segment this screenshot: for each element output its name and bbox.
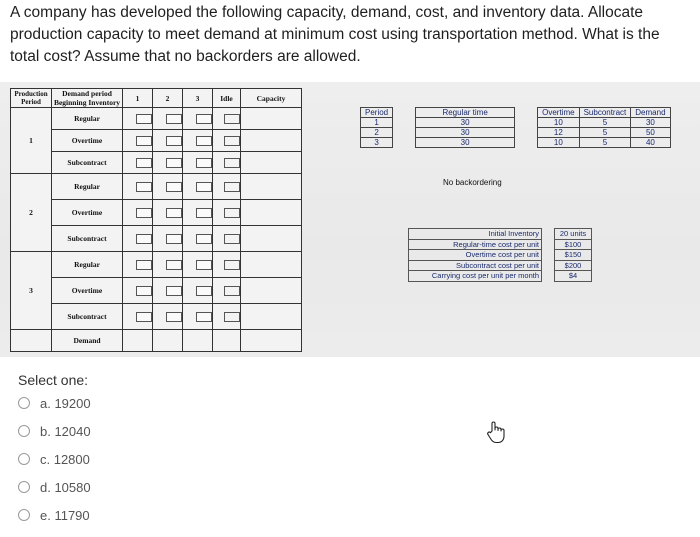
header-capacity: Capacity bbox=[241, 89, 302, 108]
table-cell bbox=[123, 226, 153, 252]
table-cell bbox=[241, 108, 302, 130]
radio-button[interactable] bbox=[18, 481, 30, 493]
table-cell bbox=[123, 278, 153, 304]
table-cell: 2 bbox=[361, 128, 393, 138]
table-cell bbox=[241, 252, 302, 278]
table-cell: 30 bbox=[416, 128, 515, 138]
table-cell: 1 bbox=[361, 118, 393, 128]
table-cell bbox=[183, 226, 213, 252]
table-cell bbox=[213, 278, 241, 304]
table-cell: 30 bbox=[416, 138, 515, 148]
table-cell bbox=[183, 108, 213, 130]
header-demand-period: Demand period bbox=[62, 89, 112, 98]
answer-option-d[interactable] bbox=[18, 476, 91, 498]
table-cell bbox=[123, 108, 153, 130]
cost-value: $4 bbox=[555, 271, 592, 282]
table-cell bbox=[213, 330, 241, 352]
table-cell bbox=[213, 226, 241, 252]
transportation-table bbox=[10, 88, 302, 352]
table-cell bbox=[153, 130, 183, 152]
table-cell: 12 bbox=[538, 128, 579, 138]
table-cell bbox=[213, 130, 241, 152]
table-cell bbox=[213, 108, 241, 130]
cost-value: $200 bbox=[555, 260, 592, 271]
demand-header: Demand bbox=[631, 108, 670, 118]
period-3-cell: 3 bbox=[11, 252, 52, 330]
table-cell bbox=[241, 226, 302, 252]
table-cell: 5 bbox=[579, 128, 631, 138]
table-cell bbox=[183, 174, 213, 200]
cost-table bbox=[408, 228, 592, 282]
source-overtime-3: Overtime bbox=[52, 278, 123, 304]
answer-option-label: b. 12040 bbox=[40, 423, 91, 439]
table-cell bbox=[153, 330, 183, 352]
table-cell bbox=[183, 252, 213, 278]
answer-option-label: c. 12800 bbox=[40, 451, 90, 467]
header-col-3: 3 bbox=[183, 89, 213, 108]
table-cell bbox=[153, 278, 183, 304]
cost-label: Subcontract cost per unit bbox=[409, 260, 542, 271]
table-cell bbox=[241, 278, 302, 304]
table-cell bbox=[213, 152, 241, 174]
source-regular-2: Regular bbox=[52, 174, 123, 200]
answer-option-label: a. 19200 bbox=[40, 395, 91, 411]
demand-label: Demand bbox=[52, 330, 123, 352]
table-cell: 10 bbox=[538, 138, 579, 148]
table-cell bbox=[183, 130, 213, 152]
question-text: A company has developed the following capacity, demand, cost, and inventory data. Allocate production capacity to meet demand at minimum cost using transportation method. What is the total cost? Assume that no backorders are allowed. bbox=[10, 4, 660, 65]
radio-button[interactable] bbox=[18, 397, 30, 409]
table-cell: 3 bbox=[361, 138, 393, 148]
table-cell bbox=[213, 174, 241, 200]
answer-option-label: d. 10580 bbox=[40, 479, 91, 495]
table-cell bbox=[153, 252, 183, 278]
cost-value: $150 bbox=[555, 250, 592, 261]
table-cell bbox=[123, 252, 153, 278]
table-cell bbox=[123, 330, 153, 352]
period-data-table bbox=[360, 107, 671, 148]
source-subcontract-3: Subcontract bbox=[52, 304, 123, 330]
table-cell bbox=[153, 200, 183, 226]
answer-option-b[interactable] bbox=[18, 420, 91, 442]
header-col-1: 1 bbox=[123, 89, 153, 108]
table-cell bbox=[11, 330, 52, 352]
table-cell bbox=[183, 304, 213, 330]
table-cell bbox=[213, 200, 241, 226]
table-cell: 5 bbox=[579, 138, 631, 148]
table-cell bbox=[183, 200, 213, 226]
answer-option-c[interactable] bbox=[18, 448, 90, 470]
table-cell: 30 bbox=[416, 118, 515, 128]
regular-time-header: Regular time bbox=[416, 108, 515, 118]
cost-label: Overtime cost per unit bbox=[409, 250, 542, 261]
table-cell: 10 bbox=[538, 118, 579, 128]
radio-button[interactable] bbox=[18, 453, 30, 465]
table-cell: 30 bbox=[631, 118, 670, 128]
table-cell bbox=[241, 174, 302, 200]
header-col-2: 2 bbox=[153, 89, 183, 108]
table-cell bbox=[183, 278, 213, 304]
subcontract-header: Subcontract bbox=[579, 108, 631, 118]
table-cell bbox=[241, 330, 302, 352]
header-idle: Idle bbox=[213, 89, 241, 108]
answer-option-e[interactable] bbox=[18, 504, 90, 526]
header-production-cell bbox=[11, 89, 52, 108]
source-subcontract-1: Subcontract bbox=[52, 152, 123, 174]
radio-button[interactable] bbox=[18, 509, 30, 521]
cost-value: $100 bbox=[555, 239, 592, 250]
cost-label: Initial Inventory bbox=[409, 229, 542, 240]
table-cell bbox=[123, 174, 153, 200]
table-cell bbox=[213, 252, 241, 278]
source-overtime-1: Overtime bbox=[52, 130, 123, 152]
header-period: Period bbox=[21, 98, 41, 106]
table-cell bbox=[153, 304, 183, 330]
source-subcontract-2: Subcontract bbox=[52, 226, 123, 252]
period-2-cell: 2 bbox=[11, 174, 52, 252]
table-cell bbox=[241, 130, 302, 152]
cost-label: Regular-time cost per unit bbox=[409, 239, 542, 250]
table-cell bbox=[153, 174, 183, 200]
no-backordering-note: No backordering bbox=[443, 178, 502, 187]
table-cell bbox=[123, 130, 153, 152]
select-one-label: Select one: bbox=[18, 372, 89, 388]
answer-option-a[interactable] bbox=[18, 392, 91, 414]
answer-option-label: e. 11790 bbox=[40, 507, 90, 523]
table-cell bbox=[123, 152, 153, 174]
cost-value: 20 units bbox=[555, 229, 592, 240]
radio-button[interactable] bbox=[18, 425, 30, 437]
table-cell bbox=[123, 304, 153, 330]
table-cell bbox=[241, 304, 302, 330]
table-cell bbox=[183, 330, 213, 352]
table-cell: 5 bbox=[579, 118, 631, 128]
table-cell bbox=[213, 304, 241, 330]
period-header: Period bbox=[361, 108, 393, 118]
header-production: Production bbox=[14, 90, 48, 98]
table-cell bbox=[153, 108, 183, 130]
table-cell bbox=[123, 200, 153, 226]
hand-pointer-icon bbox=[485, 420, 507, 444]
overtime-header: Overtime bbox=[538, 108, 579, 118]
header-demand-period-cell bbox=[52, 89, 123, 108]
table-cell bbox=[153, 152, 183, 174]
source-regular-1: Regular bbox=[52, 108, 123, 130]
table-cell: 50 bbox=[631, 128, 670, 138]
source-overtime-2: Overtime bbox=[52, 200, 123, 226]
question-image bbox=[0, 82, 700, 357]
period-1-cell: 1 bbox=[11, 108, 52, 174]
table-cell bbox=[241, 200, 302, 226]
cost-label: Carrying cost per unit per month bbox=[409, 271, 542, 282]
table-cell bbox=[241, 152, 302, 174]
beginning-inventory-label: Beginning Inventory bbox=[53, 98, 121, 107]
source-regular-3: Regular bbox=[52, 252, 123, 278]
table-cell bbox=[183, 152, 213, 174]
table-cell bbox=[153, 226, 183, 252]
table-cell: 40 bbox=[631, 138, 670, 148]
